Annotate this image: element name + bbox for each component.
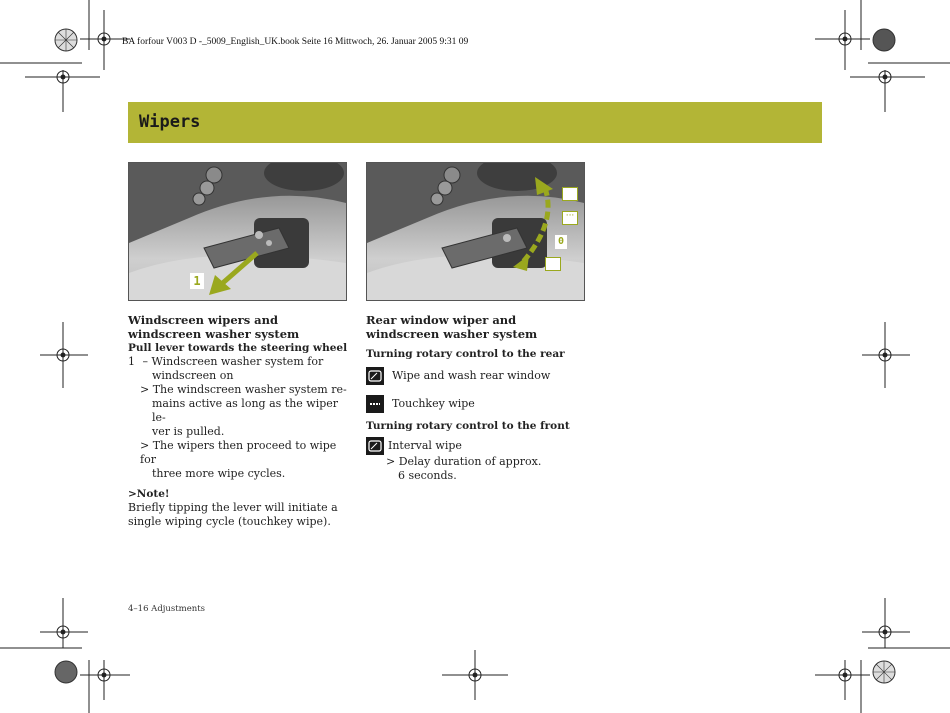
note-text: single wiping cycle (touchkey wipe). xyxy=(128,515,331,528)
pull-direction-arrow xyxy=(129,163,346,300)
rear-wash-marker-icon xyxy=(562,187,578,201)
item-text: – Windscreen washer system for xyxy=(142,355,324,368)
right-column xyxy=(366,313,591,483)
page-title: Wipers xyxy=(139,112,201,132)
item-text: Touchkey wipe xyxy=(392,397,475,410)
page-footer: 4–16 Adjustments xyxy=(128,604,205,614)
item-text-cont: windscreen on xyxy=(152,369,234,382)
section-heading: Rear window wiper and windscreen washer system xyxy=(366,313,538,341)
bullet-line: > The windscreen washer system re- xyxy=(140,383,347,396)
list-item xyxy=(366,437,591,455)
section-title-bar xyxy=(128,102,822,143)
interval-wipe-icon xyxy=(366,437,384,455)
bullet-line: 6 seconds. xyxy=(398,469,457,482)
note-text: Briefly tipping the lever will initiate a xyxy=(128,501,338,514)
touchkey-marker-icon: ··· xyxy=(562,211,578,225)
wipe-wash-rear-icon xyxy=(366,367,384,385)
instruction-subheading: Turning rotary control to the rear xyxy=(366,348,565,360)
bullet-line: three more wipe cycles. xyxy=(152,467,286,480)
callout-zero: 0 xyxy=(555,235,567,249)
item-text: Wipe and wash rear window xyxy=(392,369,551,382)
item-text: Interval wipe xyxy=(388,439,462,452)
instruction-subheading: Pull lever towards the steering wheel xyxy=(128,342,348,354)
wiper-lever-photo-left xyxy=(128,162,347,301)
bullet-line: > The wipers then proceed to wipe for xyxy=(140,439,337,466)
instruction-subheading: Turning rotary control to the front xyxy=(366,420,570,432)
list-item xyxy=(366,367,591,385)
rotate-direction-arrow xyxy=(367,163,584,300)
left-column xyxy=(128,313,353,529)
list-item xyxy=(366,395,591,413)
section-heading: Windscreen wipers and windscreen washer system xyxy=(128,313,300,341)
item-number: 1 xyxy=(128,355,135,368)
wiper-lever-photo-right xyxy=(366,162,585,301)
bullet-line: ver is pulled. xyxy=(152,425,225,438)
interval-marker-icon xyxy=(545,257,561,271)
list-item xyxy=(128,355,353,369)
note-label: >Note! xyxy=(128,488,170,500)
touchkey-icon xyxy=(366,395,384,413)
callout-number: 1 xyxy=(190,273,204,289)
print-header: BA forfour V003 D -_5009_English_UK.book Seite 16 Mittwoch, 26. Januar 2005 9:31 09 xyxy=(122,37,469,47)
bullet-line: > Delay duration of approx. xyxy=(386,455,542,468)
bullet-line: mains active as long as the wiper le- xyxy=(152,397,339,424)
